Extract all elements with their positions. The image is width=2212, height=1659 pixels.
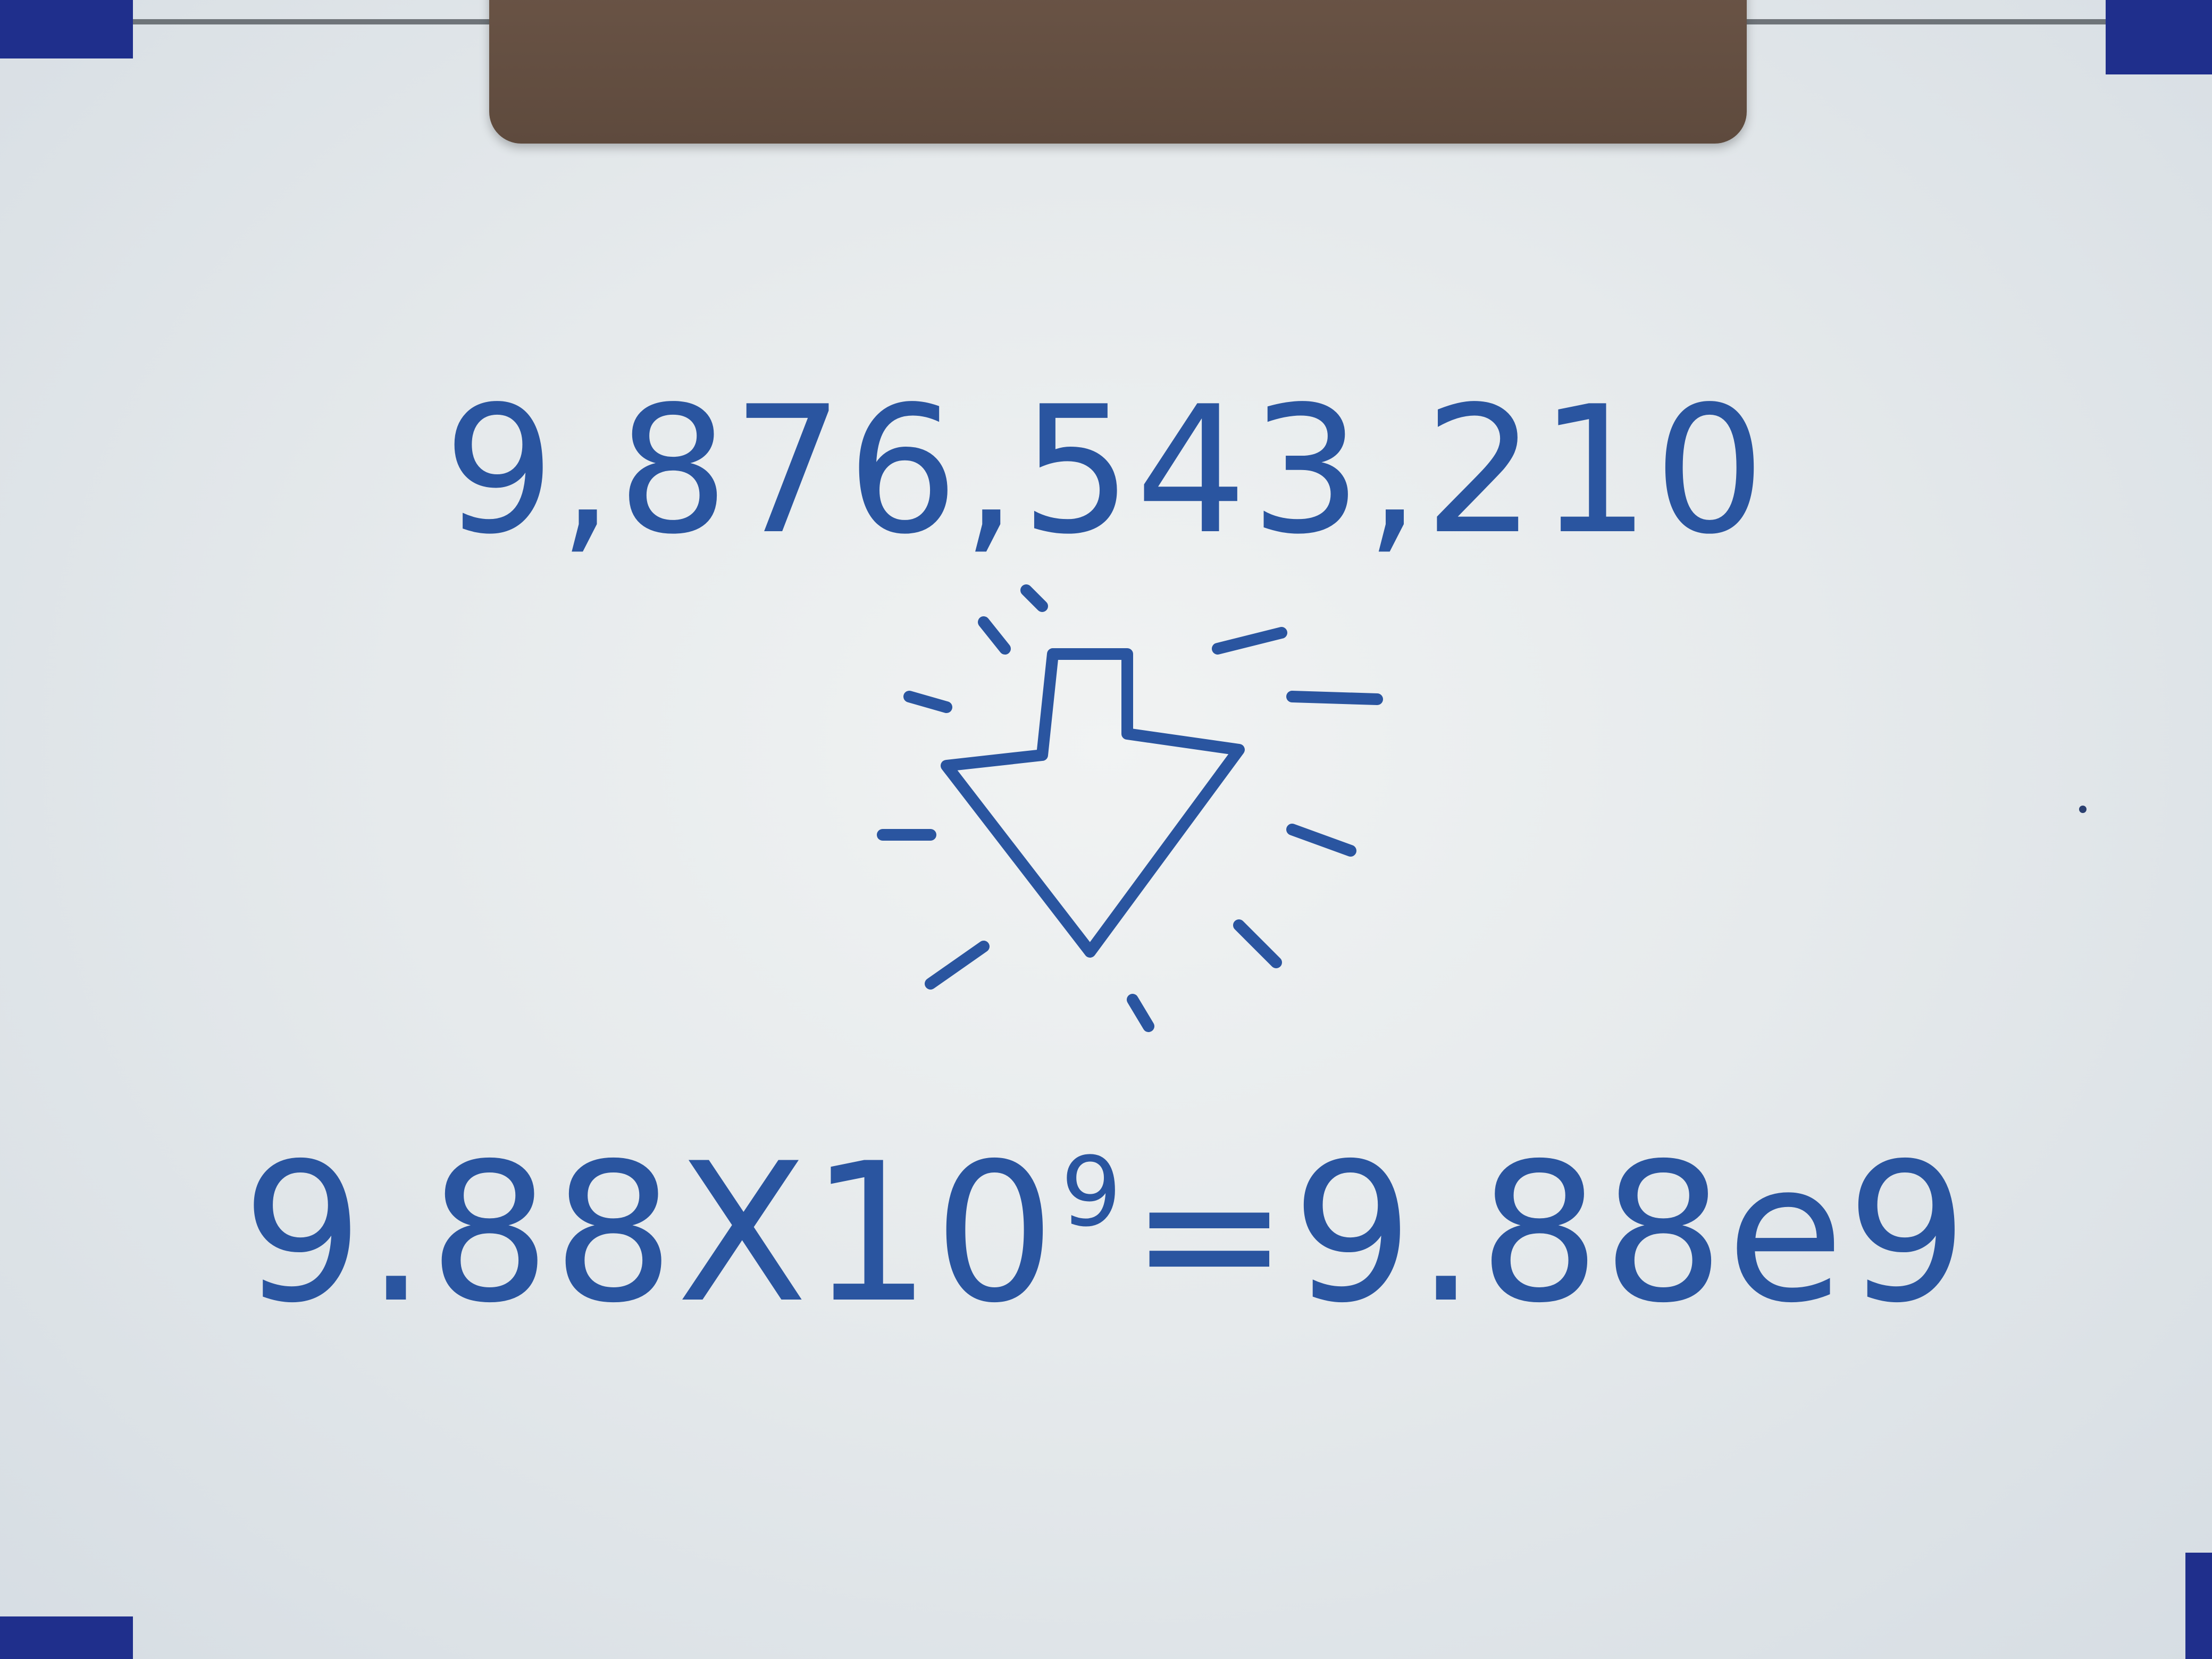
corner-tape-bottom-right [2185,1553,2212,1659]
ray-bottom-right [1239,925,1276,962]
ray-top-left [984,622,1005,649]
scientific-notation-equation [0,1122,2212,1345]
ray-bottom [1133,1000,1149,1026]
equation-mantissa: 9.88X10 [241,1122,1058,1345]
ink-speck [2079,806,2087,813]
equation-e-notation: =9.88e9 [1129,1122,1971,1345]
equation-exponent: 9 [1061,1137,1124,1248]
ray-left-upper [909,697,946,707]
ray-top-small [1026,590,1042,606]
ray-right-upper [1292,697,1377,699]
ray-bottom-left [931,946,984,984]
corner-tape-top-left [0,0,133,58]
large-number: 9,876,543,210 [443,368,1769,573]
ray-right-lower [1292,830,1351,851]
corner-tape-bottom-left [0,1616,133,1659]
ray-top-right [1218,633,1281,649]
arrow-outline [946,654,1239,952]
corner-tape-top-right [2106,0,2212,74]
board-clip [489,0,1747,144]
down-arrow-icon [771,574,1462,1053]
